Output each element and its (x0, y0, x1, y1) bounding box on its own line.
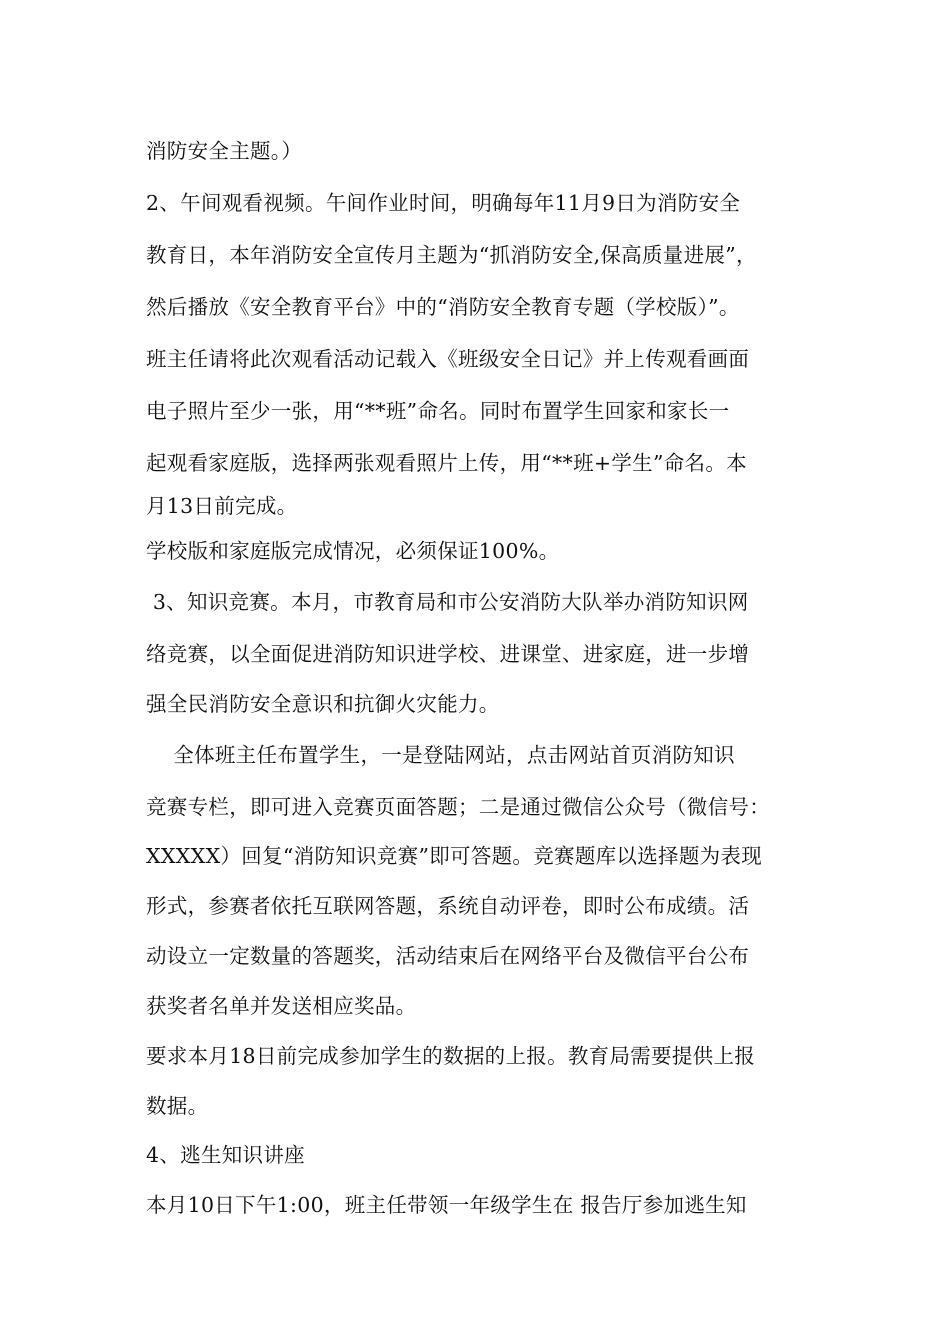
text-line: 然后播放《安全教育平台》中的“消防安全教育专题（学校版）”。 (146, 295, 740, 319)
text-line: 形式，参赛者依托互联网答题，系统自动评卷，即时公布成绩。活 (146, 894, 750, 918)
text-line: 动设立一定数量的答题奖，活动结束后在网络平台及微信平台公布 (146, 944, 750, 968)
text-line: 要求本月18日前完成参加学生的数据的上报。教育局需要提供上报 (146, 1044, 756, 1068)
text-line: XXXXX）回复“消防知识竞赛”即可答题。竞赛题库以选择题为表现 (146, 844, 763, 868)
text-line: 消防安全主题。） (146, 139, 303, 163)
text-line: 学校版和家庭版完成情况，必须保证100%。 (146, 539, 560, 563)
text-line: 月13日前完成。 (146, 494, 298, 518)
text-line: 络竞赛，以全面促进消防知识进学校、进课堂、进家庭，进一步增 (146, 642, 750, 666)
text-line: 电子照片至少一张，用“**班”命名。同时布置学生回家和家长一 (146, 399, 730, 423)
text-line: 获奖者名单并发送相应奖品。 (146, 994, 417, 1018)
text-line: 竞赛专栏，即可进入竞赛页面答题；二是通过微信公众号（微信号： (146, 795, 770, 819)
text-line: 3、知识竞赛。本月，市教育局和市公安消防大队举办消防知识网 (146, 590, 749, 614)
text-line: 全体班主任布置学生，一是登陆网站，点击网站首页消防知识 (146, 743, 735, 767)
text-line: 教育日，本年消防安全宣传月主题为“抓消防安全,保高质量进展”， (146, 243, 757, 267)
text-line: 强全民消防安全意识和抗御火灾能力。 (146, 692, 500, 716)
text-line: 数据。 (146, 1094, 209, 1118)
text-line: 起观看家庭版，选择两张观看照片上传，用“**班+学生”命名。本 (146, 451, 747, 475)
text-line: 4、逃生知识讲座 (146, 1143, 305, 1167)
text-line: 2、午间观看视频。午间作业时间，明确每年11月9日为消防安全 (146, 191, 741, 215)
text-line: 本月10日下午1:00，班主任带领一年级学生在 报告厅参加逃生知 (146, 1193, 747, 1217)
text-line: 班主任请将此次观看活动记载入《班级安全日记》并上传观看画面 (146, 347, 750, 371)
